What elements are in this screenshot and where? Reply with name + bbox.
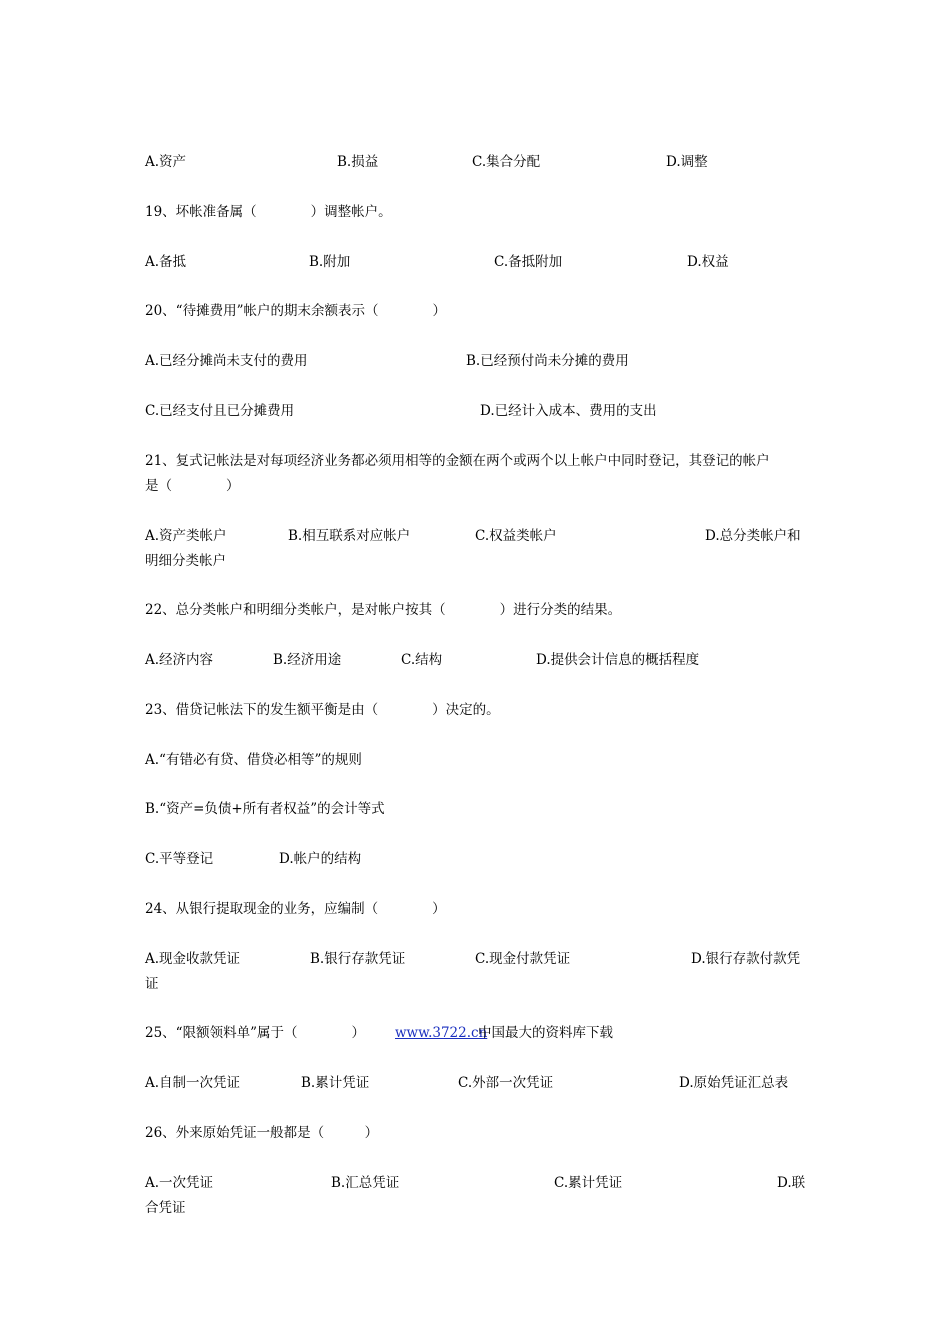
q25-source-link[interactable]: www.3722.cn (395, 1025, 488, 1041)
q25-option-d: D.原始凭证汇总表 (679, 1075, 789, 1091)
q25-option-b: B.累计凭证 (301, 1075, 370, 1091)
q21-option-d: D.总分类帐户和 (705, 528, 801, 544)
q21-stem-line2: 是（ ） (145, 478, 240, 494)
q18-option-a: A.资产 (145, 154, 187, 170)
q24-option-d-wrap: 证 (145, 976, 159, 992)
q21-option-c: C.权益类帐户 (475, 528, 557, 544)
q25-option-c: C.外部一次凭证 (458, 1075, 554, 1091)
q23-option-c: C.平等登记 (145, 851, 214, 867)
q24-option-c: C.现金付款凭证 (475, 951, 571, 967)
q22-stem: 22、总分类帐户和明细分类帐户，是对帐户按其（ ）进行分类的结果。 (145, 602, 622, 618)
q20-option-c: C.已经支付且已分摊费用 (145, 403, 295, 419)
q20-stem: 20、“待摊费用”帐户的期末余额表示（ ） (145, 303, 446, 319)
q25-option-a: A.自制一次凭证 (145, 1075, 241, 1091)
q18-option-b: B.损益 (337, 154, 379, 170)
q24-option-a: A.现金收款凭证 (145, 951, 241, 967)
q25-stem: 25、“限额领料单”属于（ ） (145, 1025, 365, 1041)
q20-option-a: A.已经分摊尚未支付的费用 (145, 353, 308, 369)
q20-option-b: B.已经预付尚未分摊的费用 (466, 353, 629, 369)
q24-option-d: D.银行存款付款凭 (691, 951, 801, 967)
q23-option-a: A.“有错必有贷、借贷必相等”的规则 (145, 752, 362, 768)
q22-option-c: C.结构 (401, 652, 443, 668)
q23-stem: 23、借贷记帐法下的发生额平衡是由（ ）决定的。 (145, 702, 500, 718)
q22-option-b: B.经济用途 (273, 652, 342, 668)
q22-option-a: A.经济内容 (145, 652, 214, 668)
q21-option-a: A.资产类帐户 (145, 528, 227, 544)
q18-option-c: C.集合分配 (472, 154, 541, 170)
q21-option-b: B.相互联系对应帐户 (288, 528, 411, 544)
q22-option-d: D.提供会计信息的概括程度 (536, 652, 700, 668)
q26-option-a: A.一次凭证 (145, 1175, 214, 1191)
q19-option-b: B.附加 (309, 254, 351, 270)
q26-option-b: B.汇总凭证 (331, 1175, 400, 1191)
q19-option-c: C.备抵附加 (494, 254, 563, 270)
q23-option-d: D.帐户的结构 (279, 851, 362, 867)
q26-option-d: D.联 (777, 1175, 806, 1191)
q24-stem: 24、从银行提取现金的业务，应编制（ ） (145, 901, 446, 917)
q19-stem: 19、坏帐准备属（ ）调整帐户。 (145, 204, 392, 220)
q26-option-d-wrap: 合凭证 (145, 1200, 186, 1216)
q18-option-d: D.调整 (666, 154, 708, 170)
q25-link-suffix: 中国最大的资料库下载 (478, 1025, 613, 1041)
q26-stem: 26、外来原始凭证一般都是（ ） (145, 1125, 379, 1141)
q24-option-b: B.银行存款凭证 (310, 951, 406, 967)
q26-option-c: C.累计凭证 (554, 1175, 623, 1191)
q21-option-d-wrap: 明细分类帐户 (145, 553, 226, 569)
q21-stem-line1: 21、复式记帐法是对每项经济业务都必须用相等的金额在两个或两个以上帐户中同时登记，其登记的帐户 (145, 453, 770, 469)
q19-option-d: D.权益 (687, 254, 729, 270)
q23-option-b: B.“资产=负债+所有者权益”的会计等式 (145, 801, 385, 817)
q19-option-a: A.备抵 (145, 254, 187, 270)
q20-option-d: D.已经计入成本、费用的支出 (480, 403, 657, 419)
